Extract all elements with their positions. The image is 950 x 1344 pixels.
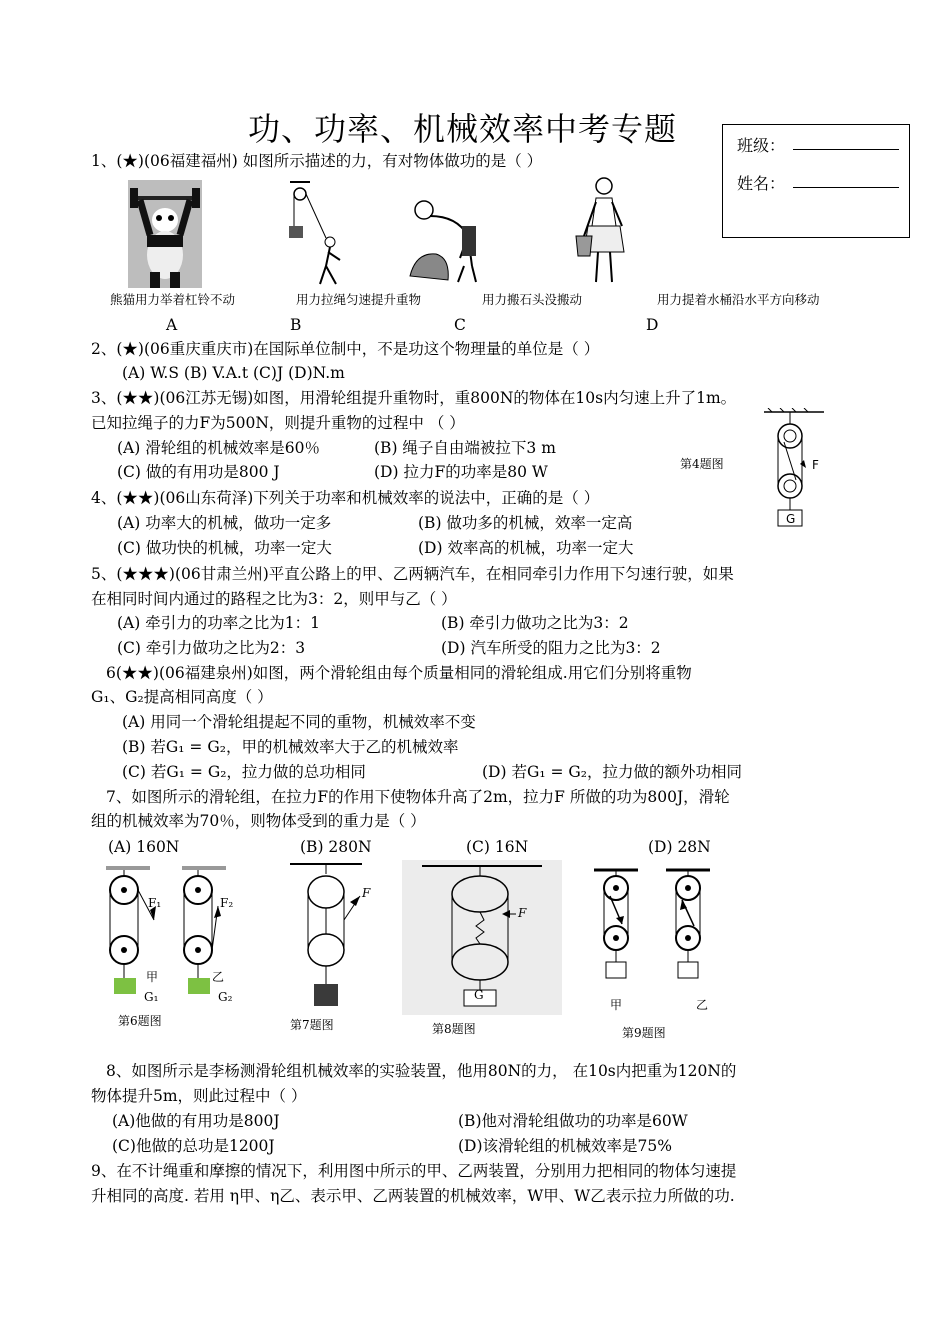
q1-caption-b: 用力拉绳匀速提升重物	[296, 292, 422, 307]
q6-stem-line1: 6(★★)(06福建泉州)如图，两个滑轮组由每个质量相同的滑轮组成.用它们分别将重物	[106, 664, 692, 682]
q7-option-d: (D) 28N	[648, 838, 711, 856]
fig6-g1-label: G₁	[144, 990, 159, 1004]
q2-stem: 2、(★)(06重庆重庆市)在国际单位制中，不是功这个物理量的单位是（ ）	[91, 340, 600, 358]
q3-stem-line2: 已知拉绳子的力F为500N，则提升重物的过程中 （ ）	[91, 414, 465, 432]
fig6-yi-label: 乙	[212, 970, 225, 984]
class-label: 班级：	[737, 136, 786, 155]
name-label: 姓名：	[737, 174, 786, 193]
q5-option-d: (D) 汽车所受的阻力之比为3：2	[441, 639, 661, 657]
fig7-caption: 第7题图	[290, 1018, 334, 1032]
q8-stem-line2: 物体提升5m，则此过程中（ ）	[91, 1087, 307, 1105]
q6-option-c: (C) 若G₁ = G₂，拉力做的总功相同	[122, 763, 366, 781]
q7-option-a: (A) 160N	[108, 838, 180, 856]
q1-stem: 1、(★)(06福建福州) 如图所示描述的力，有对物体做功的是（ ）	[91, 152, 543, 170]
lifting-rock-picture	[402, 196, 490, 284]
fig8-weight-label: G	[474, 988, 484, 1002]
q5-stem-line2: 在相同时间内通过的路程之比为3：2，则甲与乙（ ）	[91, 590, 457, 608]
q6-option-a: (A) 用同一个滑轮组提起不同的重物，机械效率不变	[122, 713, 476, 731]
fig6-pulley-diagram	[100, 866, 280, 1006]
q5-option-c: (C) 牵引力做功之比为2：3	[117, 639, 306, 657]
fig6-f1-label: F₁	[148, 896, 162, 910]
q8-stem-line1: 8、如图所示是李杨测滑轮组机械效率的实验装置，他用80N的力， 在10s内把重为120N的	[106, 1062, 737, 1080]
fig4-pulley-diagram	[762, 408, 832, 532]
q1-letter-c: C	[454, 316, 466, 334]
q3-option-d: (D) 拉力F的功率是80 W	[374, 463, 548, 481]
q8-option-a: (A)他做的有用功是800J	[112, 1112, 280, 1130]
q9-stem-line2: 升相同的高度. 若用 η甲、η乙、表示甲、乙两装置的机械效率，W甲、W乙表示拉力所做的功.	[91, 1187, 735, 1205]
fig7-pulley-diagram	[288, 860, 371, 1010]
q7-stem-line1: 7、如图所示的滑轮组，在拉力F的作用下使物体升高了2m，拉力F 所做的功为800J，滑轮	[106, 788, 730, 806]
q6-stem-line2: G₁、G₂提高相同高度（ ）	[91, 688, 273, 706]
q4-option-a: (A) 功率大的机械，做功一定多	[117, 514, 332, 532]
panda-barbell-picture	[128, 180, 202, 288]
q8-option-d: (D)该滑轮组的机械效率是75%	[458, 1137, 672, 1155]
student-info-box	[722, 124, 910, 238]
q1-caption-d: 用力提着水桶沿水平方向移动	[657, 292, 820, 307]
q7-stem-line2: 组的机械效率为70％，则物体受到的重力是（ ）	[91, 812, 426, 830]
q4-option-c: (C) 做功快的机械，功率一定大	[117, 539, 332, 557]
fig4-force-label: F	[812, 458, 819, 472]
q2-options: (A) W.S (B) V.A.t (C)J (D)N.m	[122, 364, 345, 382]
fig8-caption: 第8题图	[432, 1022, 476, 1036]
q3-option-c: (C) 做的有用功是800 J	[117, 463, 280, 481]
q3-stem-line1: 3、(★★)(06江苏无锡)如图，用滑轮组提升重物时，重800N的物体在10s内匀速上升了1m。	[91, 389, 737, 407]
fig9-caption: 第9题图	[622, 1026, 666, 1040]
page-title: 功、功率、机械效率中考专题	[248, 110, 678, 148]
fig4-caption: 第4题图	[680, 457, 724, 471]
q1-caption-a: 熊猫用力举着杠铃不动	[110, 292, 236, 307]
q8-option-c: (C)他做的总功是1200J	[112, 1137, 275, 1155]
q1-letter-a: A	[166, 316, 178, 334]
q4-stem: 4、(★★)(06山东荷泽)下列关于功率和机械效率的说法中，正确的是（ ）	[91, 489, 600, 507]
fig7-weight	[314, 984, 338, 1006]
fig4-weight-label: G	[786, 512, 796, 526]
q4-option-d: (D) 效率高的机械，功率一定大	[418, 539, 634, 557]
fig6-g2-label: G₂	[218, 990, 233, 1004]
name-field[interactable]	[793, 187, 899, 188]
fig6-jia-label: 甲	[146, 970, 159, 984]
q1-caption-c: 用力搬石头没搬动	[482, 292, 583, 307]
class-field[interactable]	[793, 149, 899, 150]
q4-option-b: (B) 做功多的机械，效率一定高	[418, 514, 633, 532]
q7-option-c: (C) 16N	[466, 838, 529, 856]
q6-option-d: (D) 若G₁ = G₂，拉力做的额外功相同	[482, 763, 742, 781]
q7-option-b: (B) 280N	[300, 838, 372, 856]
q1-letter-d: D	[646, 316, 659, 334]
q3-option-a: (A) 滑轮组的机械效率是60％	[117, 439, 320, 457]
q3-option-b: (B) 绳子自由端被拉下3 m	[374, 439, 556, 457]
q5-option-b: (B) 牵引力做功之比为3：2	[441, 614, 629, 632]
fig7-force-label: F	[362, 886, 371, 900]
q6-option-b: (B) 若G₁ = G₂，甲的机械效率大于乙的机械效率	[122, 738, 459, 756]
fig8-force-label: F	[518, 906, 527, 920]
fig6-caption: 第6题图	[118, 1014, 162, 1028]
fig6-weight-g2	[188, 978, 210, 994]
q1-letter-b: B	[290, 316, 302, 334]
fig9-jia-label: 甲	[610, 998, 623, 1012]
q9-stem-line1: 9、在不计绳重和摩擦的情况下，利用图中所示的甲、乙两装置，分别用力把相同的物体匀速提	[91, 1162, 737, 1180]
fig9-yi-label: 乙	[696, 998, 709, 1012]
q8-option-b: (B)他对滑轮组做功的功率是60W	[458, 1112, 688, 1130]
fig6-f2-label: F₂	[220, 896, 234, 910]
carrying-bucket-picture	[572, 176, 632, 288]
q5-stem-line1: 5、(★★★)(06甘肃兰州)平直公路上的甲、乙两辆汽车，在相同牵引力作用下匀速行驶，如果	[91, 565, 734, 583]
q5-option-a: (A) 牵引力的功率之比为1：1	[117, 614, 320, 632]
fig6-weight-g1	[114, 978, 136, 994]
fig9-pulley-diagram	[588, 866, 738, 990]
rope-pulley-picture	[286, 180, 352, 288]
